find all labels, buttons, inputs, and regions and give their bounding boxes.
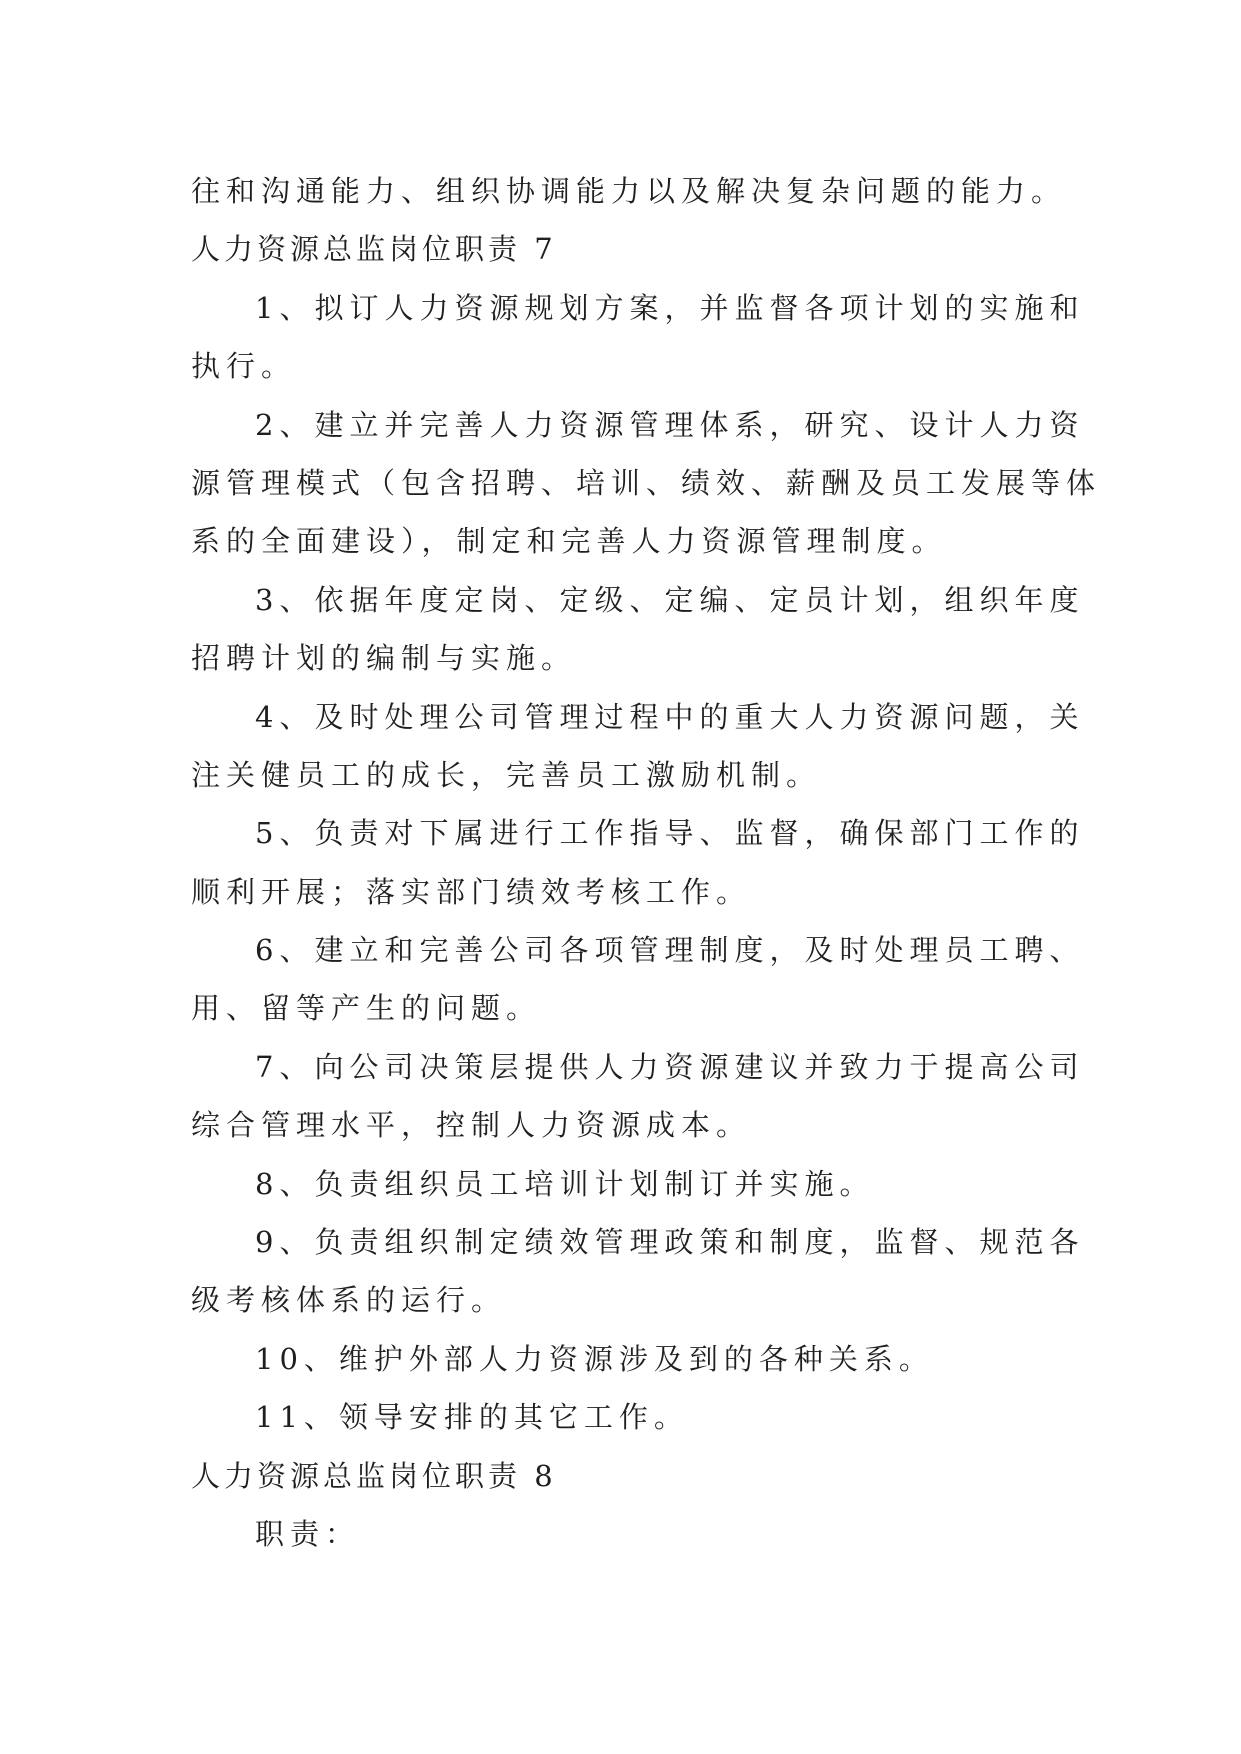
list-item-line: 级考核体系的运行。 <box>191 1283 507 1318</box>
list-item-line: 5、负责对下属进行工作指导、监督，确保部门工作的 <box>255 816 1085 851</box>
list-item-line: 系的全面建设），制定和完善人力资源管理制度。 <box>191 524 947 559</box>
list-item-line: 11、领导安排的其它工作。 <box>255 1400 689 1435</box>
list-item-line: 注关健员工的成长，完善员工激励机制。 <box>191 757 822 792</box>
document-body <box>191 162 1102 1563</box>
paragraph-line: 往和沟通能力、组织协调能力以及解决复杂问题的能力。 <box>191 174 1067 208</box>
list-item-line: 4、及时处理公司管理过程中的重大人力资源问题，关 <box>255 699 1085 734</box>
section-heading: 人力资源总监岗位职责 7 <box>191 232 557 267</box>
list-item-line: 2、建立并完善人力资源管理体系，研究、设计人力资 <box>255 407 1085 442</box>
list-item-line: 1、拟订人力资源规划方案，并监督各项计划的实施和 <box>255 290 1085 325</box>
list-item-line: 10、维护外部人力资源涉及到的各种关系。 <box>255 1341 934 1376</box>
list-item-line: 招聘计划的编制与实施。 <box>191 641 577 676</box>
list-item-line: 9、负责组织制定绩效管理政策和制度，监督、规范各 <box>255 1225 1085 1260</box>
paragraph-line: 职责： <box>255 1516 361 1551</box>
list-item-line: 用、留等产生的问题。 <box>191 991 542 1026</box>
section-heading: 人力资源总监岗位职责 8 <box>191 1458 557 1493</box>
list-item-line: 8、负责组织员工培训计划制订并实施。 <box>255 1166 875 1201</box>
list-item-line: 6、建立和完善公司各项管理制度，及时处理员工聘、 <box>255 933 1085 968</box>
list-item-line: 执行。 <box>191 349 297 384</box>
list-item-line: 源管理模式（包含招聘、培训、绩效、薪酬及员工发展等体 <box>191 465 1102 500</box>
list-item-line: 顺利开展；落实部门绩效考核工作。 <box>191 874 752 909</box>
list-item-line: 7、向公司决策层提供人力资源建议并致力于提高公司 <box>255 1049 1085 1084</box>
list-item-line: 3、依据年度定岗、定级、定编、定员计划，组织年度 <box>255 582 1085 617</box>
list-item-line: 综合管理水平，控制人力资源成本。 <box>191 1108 752 1143</box>
